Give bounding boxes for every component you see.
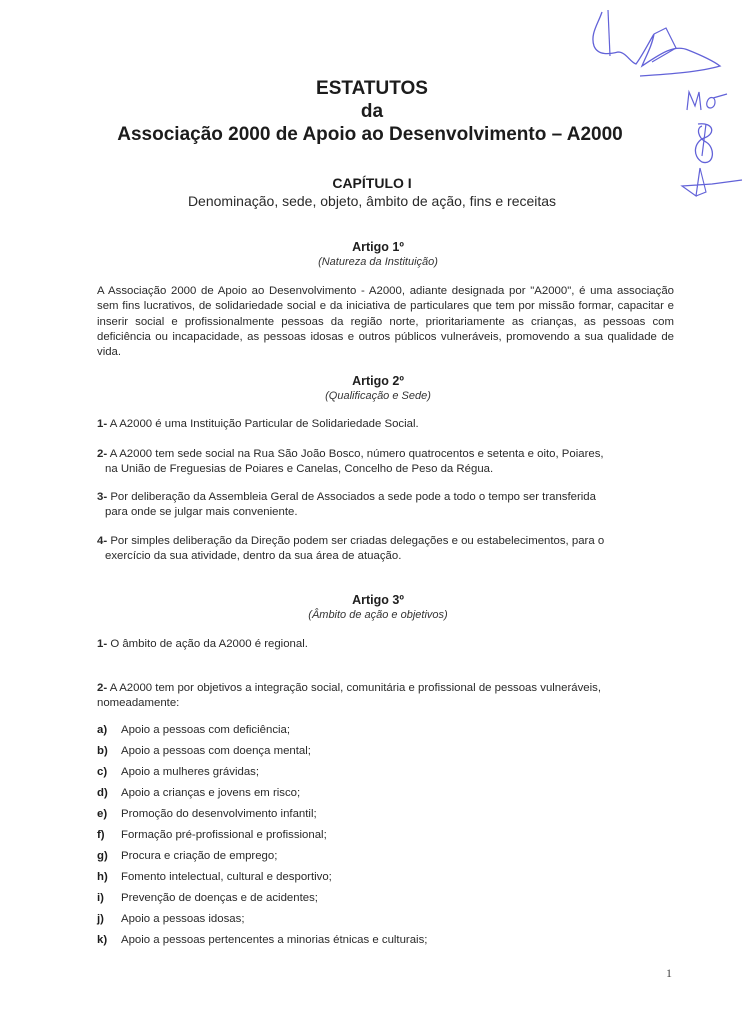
objective-c bbox=[97, 766, 259, 781]
article-2-item-4 bbox=[97, 534, 677, 565]
article-2-subtitle: (Qualificação e Sede) bbox=[325, 390, 431, 402]
list-label: k) bbox=[97, 934, 108, 946]
item-number: 1- bbox=[97, 418, 108, 430]
article-3-title: Artigo 3º bbox=[352, 593, 404, 607]
item-text-line2: para onde se julgar mais conveniente. bbox=[105, 506, 298, 519]
list-text: Procura e criação de emprego; bbox=[121, 850, 278, 862]
list-label: d) bbox=[97, 787, 108, 799]
list-text: Fomento intelectual, cultural e desportivo; bbox=[121, 871, 332, 883]
list-text: Apoio a pessoas com doença mental; bbox=[121, 745, 311, 757]
objective-k bbox=[97, 934, 427, 949]
item-text: A A2000 é uma Instituição Particular de Solidariedade Social. bbox=[109, 418, 419, 430]
item-number: 2- bbox=[97, 682, 108, 694]
item-number: 2- bbox=[97, 448, 108, 460]
list-text: Apoio a mulheres grávidas; bbox=[121, 766, 260, 778]
document-title: ESTATUTOS bbox=[316, 78, 428, 99]
article-2-item-3 bbox=[97, 490, 677, 521]
article-3-item-2 bbox=[97, 681, 677, 712]
objective-a bbox=[97, 724, 290, 739]
list-label: j) bbox=[97, 913, 104, 925]
document-title-association: Associação 2000 de Apoio ao Desenvolvimento – A2000 bbox=[117, 124, 623, 145]
objective-d bbox=[97, 787, 300, 802]
list-text: Promoção do desenvolvimento infantil; bbox=[121, 808, 317, 820]
item-number: 4- bbox=[97, 535, 108, 547]
objective-j bbox=[97, 913, 244, 928]
item-text-line2: na União de Freguesias de Poiares e Canelas, Concelho de Peso da Régua. bbox=[105, 463, 494, 476]
article-1-title: Artigo 1º bbox=[352, 240, 404, 254]
list-label: g) bbox=[97, 850, 108, 862]
article-1-body: A Associação 2000 de Apoio ao Desenvolvimento - A2000, adiante designada por "A2000", é uma associação sem fins lucrativos, de solidariedade social e da iniciativa de particulares que tem por missão formar, capacitar e inserir social e profissionalmente pessoas da região norte, prioritariamente as crianças, as pessoas com deficiência ou incapacidade, as pessoas idosas e outros públicos vulneráveis, promovendo a sua qualidade de vida. bbox=[97, 285, 674, 359]
list-label: a) bbox=[97, 724, 108, 736]
page-number: 1 bbox=[666, 966, 672, 980]
list-text: Apoio a crianças e jovens em risco; bbox=[121, 787, 301, 799]
signature-scribble bbox=[580, 4, 740, 84]
list-text: Apoio a pessoas com deficiência; bbox=[121, 724, 291, 736]
list-text: Apoio a pessoas pertencentes a minorias étnicas e culturais; bbox=[121, 934, 428, 946]
list-label: e) bbox=[97, 808, 108, 820]
list-label: i) bbox=[97, 892, 104, 904]
article-2-item-1 bbox=[97, 417, 677, 432]
objective-g bbox=[97, 850, 277, 865]
item-text-line1: A A2000 tem por objetivos a integração social, comunitária e profissional de pessoas vulneráveis, bbox=[109, 682, 602, 694]
item-text-line1: A A2000 tem sede social na Rua São João Bosco, número quatrocentos e setenta e oito, Poiares, bbox=[109, 448, 604, 460]
article-3-subtitle: (Âmbito de ação e objetivos) bbox=[308, 609, 448, 621]
article-2-item-2 bbox=[97, 447, 677, 478]
article-2-title: Artigo 2º bbox=[352, 374, 404, 388]
objective-h bbox=[97, 871, 332, 886]
item-text-line1: Por simples deliberação da Direção podem ser criadas delegações e ou estabelecimentos, para o bbox=[110, 535, 605, 547]
objective-b bbox=[97, 745, 311, 760]
objective-f bbox=[97, 829, 327, 844]
chapter-title: CAPÍTULO I bbox=[332, 175, 412, 191]
article-1-subtitle: (Natureza da Instituição) bbox=[318, 256, 438, 268]
document-title-da: da bbox=[360, 101, 384, 122]
list-label: f) bbox=[97, 829, 105, 841]
objective-e bbox=[97, 808, 317, 823]
list-label: c) bbox=[97, 766, 108, 778]
item-text: O âmbito de ação da A2000 é regional. bbox=[110, 638, 308, 650]
objective-i bbox=[97, 892, 318, 907]
list-text: Formação pré-profissional e profissional; bbox=[121, 829, 327, 841]
list-text: Prevenção de doenças e de acidentes; bbox=[121, 892, 318, 904]
list-label: h) bbox=[97, 871, 108, 883]
list-text: Apoio a pessoas idosas; bbox=[121, 913, 245, 925]
article-3-item-1 bbox=[97, 637, 677, 652]
item-number: 3- bbox=[97, 491, 108, 503]
list-label: b) bbox=[97, 745, 108, 757]
item-text-line2: nomeadamente: bbox=[97, 697, 180, 710]
chapter-subtitle: Denominação, sede, objeto, âmbito de ação, fins e receitas bbox=[187, 193, 557, 209]
item-text-line2: exercício da sua atividade, dentro da sua área de atuação. bbox=[105, 550, 402, 563]
item-text-line1: Por deliberação da Assembleia Geral de Associados a sede pode a todo o tempo ser transferida bbox=[110, 491, 596, 503]
item-number: 1- bbox=[97, 638, 108, 650]
